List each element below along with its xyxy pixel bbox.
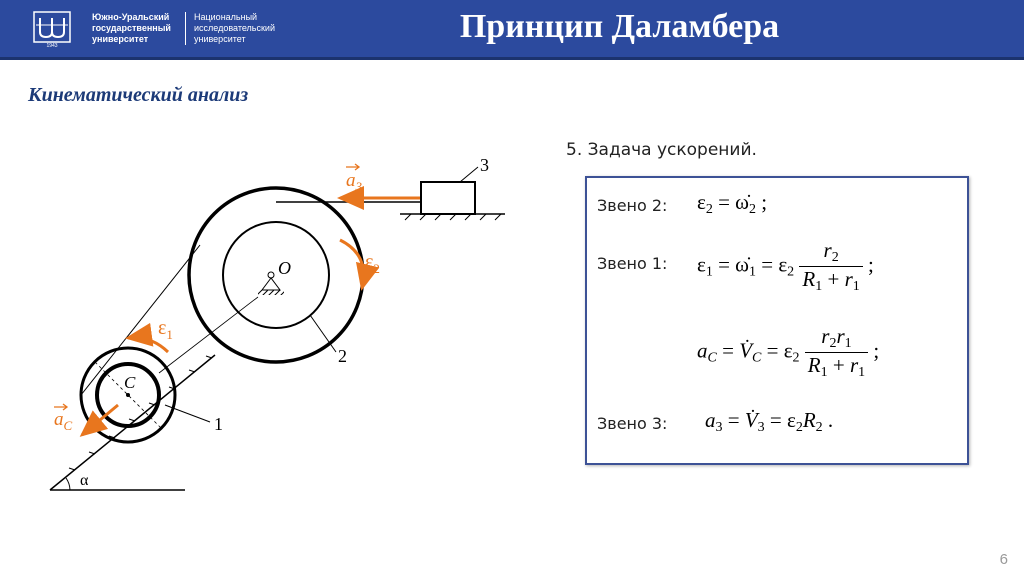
- header-bar: [0, 0, 1024, 60]
- center-c-label: C: [124, 373, 136, 392]
- eps2-label: $\varepsilon_2$: [365, 251, 380, 276]
- equation-link-2: $\varepsilon_2$ = $\omegȧ_2$ ;: [697, 190, 768, 217]
- angle-label: α: [80, 472, 89, 489]
- university-status: Национальный исследовательский университет: [185, 12, 275, 45]
- equation-ac: $a_C$ = $V̇_C = \varepsilon_2$ $\frac{r_2r_1}{R_1 + r_1}$ ;: [697, 324, 880, 380]
- center-o-label: O: [278, 258, 291, 278]
- equations-box: [585, 176, 969, 465]
- link-2-label: Звено 2:: [597, 196, 668, 215]
- link-1-label: Звено 1:: [597, 254, 668, 273]
- ac-label: $a_C$: [54, 409, 73, 433]
- incline-hatch: [69, 356, 212, 470]
- logo-year: 1943: [46, 43, 58, 48]
- wheel-2-inner: [223, 222, 329, 328]
- page-title: Принцип Даламбера: [459, 8, 780, 45]
- equation-link-1: $\varepsilon_1$ = $\omegȧ_1 = \varepsilon_2$ $\frac{r_2}{R_1 + r_1}$ ;: [697, 238, 874, 294]
- page-number: 6: [999, 551, 1008, 568]
- rope-left: [81, 245, 200, 395]
- link-3-label: Звено 3:: [597, 414, 668, 433]
- a3-label: $a_3$: [346, 170, 362, 194]
- block-3: [421, 182, 475, 214]
- body-2-label: 2: [338, 346, 347, 366]
- section-subtitle: Кинематический анализ: [28, 84, 249, 106]
- task-heading: 5. Задача ускорений.: [566, 140, 757, 160]
- university-name: Южно-Уральский государственный университет: [92, 12, 171, 44]
- wheel-2-outer: [189, 188, 363, 362]
- body-3-label: 3: [480, 155, 489, 175]
- mechanism-diagram: [40, 140, 520, 510]
- rope-right: [159, 297, 258, 373]
- eps1-label: $\varepsilon_1$: [158, 317, 173, 342]
- equation-link-3: $a_3$ = $V̇_3 = \varepsilon_2R_2$ .: [705, 408, 834, 435]
- body-1-label: 1: [214, 414, 223, 434]
